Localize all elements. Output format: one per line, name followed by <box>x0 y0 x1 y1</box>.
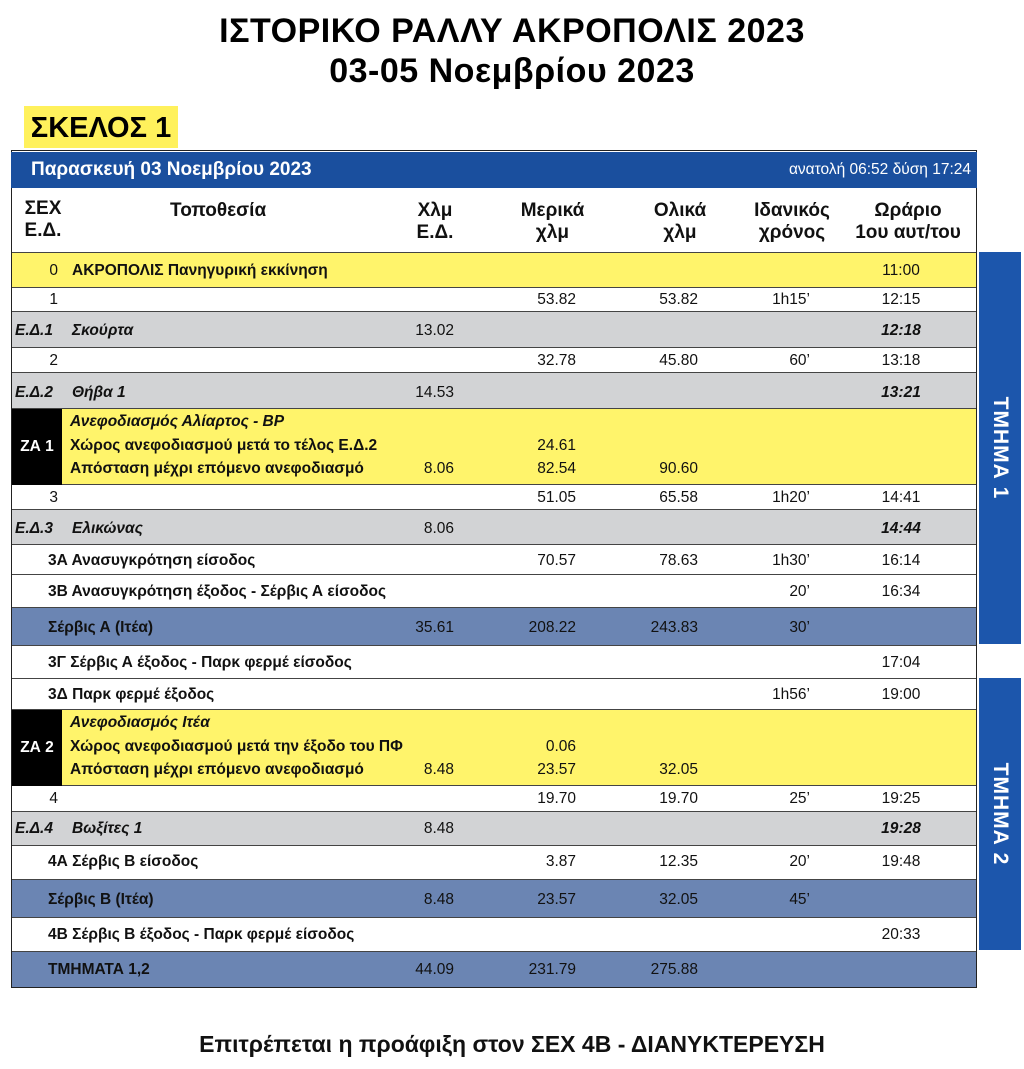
row-time: 19:48 <box>881 853 921 870</box>
page-title: ΙΣΤΟΡΙΚΟ ΡΑΛΛΥ ΑΚΡΟΠΟΛΙΣ 2023 <box>219 12 805 50</box>
service-row <box>12 608 976 646</box>
row-ed-km: 35.61 <box>415 619 454 636</box>
row-total: 32.05 <box>659 891 698 908</box>
row-ideal: 20’ <box>789 853 810 870</box>
footer-note: Επιτρέπεται η πρoάφιξη στον ΣΕΧ 4Β - ΔΙΑΝΥΚΤΕΡΕΥΣΗ <box>199 1031 825 1057</box>
header-schedule-line1: Ωράριο <box>874 200 942 221</box>
table-row <box>12 252 976 288</box>
row-time: 12:15 <box>881 291 921 308</box>
header-partial-line2: χλμ <box>535 222 570 243</box>
row-location: ΑΚΡΟΠΟΛΙΣ Πανηγυρική εκκίνηση <box>72 262 328 279</box>
header-sex-ed-line2: Ε.Δ. <box>24 220 62 241</box>
row-ideal: 1h20’ <box>772 489 810 506</box>
row-partial: 208.22 <box>528 619 576 636</box>
row-time: 16:14 <box>881 552 921 569</box>
row-total: 90.60 <box>659 460 698 477</box>
table-row <box>12 288 976 312</box>
row-time: 19:28 <box>881 820 921 837</box>
table-row <box>12 918 976 952</box>
row-partial: 82.54 <box>537 460 576 477</box>
refuel-block <box>12 409 976 485</box>
row-total: 78.63 <box>659 552 698 569</box>
row-location: ΤΜΗΜΑΤΑ 1,2 <box>48 961 150 978</box>
row-total: 45.80 <box>659 352 698 369</box>
row-time: 14:41 <box>881 489 921 506</box>
section-label-2-text: ΤΜΗΜΑ 2 <box>989 762 1012 866</box>
row-id: Ε.Δ.4 <box>15 820 53 837</box>
section-label-1-text: ΤΜΗΜΑ 1 <box>989 396 1012 500</box>
row-id: 2 <box>49 352 58 369</box>
row-ideal: 45’ <box>789 891 810 908</box>
row-location: Σέρβις Β (Ιτέα) <box>48 891 154 908</box>
row-ideal: 1h56’ <box>772 686 810 703</box>
header-location: Τοποθεσία <box>170 200 267 221</box>
header-km-ed-line2: Ε.Δ. <box>416 222 454 243</box>
day-bar <box>11 152 977 188</box>
table-row <box>12 373 976 409</box>
row-partial: 70.57 <box>537 552 576 569</box>
row-location: 4Β Σέρβις Β έξοδος - Παρκ φερμέ είσοδος <box>48 926 355 943</box>
row-location: Ελικώνας <box>72 520 143 537</box>
header-total-km <box>635 200 725 244</box>
row-id: Ε.Δ.2 <box>15 384 53 401</box>
table-row <box>12 846 976 880</box>
row-total: 12.35 <box>659 853 698 870</box>
row-location: 3Δ Παρκ φερμέ έξοδος <box>48 686 215 703</box>
row-location: 3Β Ανασυγκρότηση έξοδος - Σέρβις Α είσοδος <box>48 583 387 600</box>
row-location: Σκούρτα <box>72 322 134 339</box>
row-ed-km: 8.48 <box>423 761 454 778</box>
row-id: 4 <box>49 790 58 807</box>
row-total: 243.83 <box>650 619 698 636</box>
refuel-distance: Απόσταση μέχρι επόμενο ανεφοδιασμό <box>70 460 364 477</box>
table-row <box>12 485 976 510</box>
row-time: 19:25 <box>881 790 921 807</box>
row-ed-km: 44.09 <box>415 961 454 978</box>
service-row <box>12 880 976 918</box>
section-label-2 <box>979 678 1021 950</box>
refuel-zone: Χώρος ανεφοδιασμού μετά την έξοδο του ΠΦ <box>70 738 403 755</box>
header-ideal-time <box>742 200 842 244</box>
table-row <box>12 679 976 710</box>
refuel-zone: Χώρος ανεφοδιασμού μετά το τέλος Ε.Δ.2 <box>70 437 378 454</box>
day-date: Παρασκευή 03 Νοεμβρίου 2023 <box>31 159 312 180</box>
table-row <box>12 812 976 846</box>
page-subtitle: 03-05 Νοεμβρίου 2023 <box>329 52 695 90</box>
header-partial-km <box>505 200 600 244</box>
refuel-distance: Απόσταση μέχρι επόμενο ανεφοδιασμό <box>70 761 364 778</box>
row-partial: 0.06 <box>545 738 576 755</box>
row-ideal: 25’ <box>789 790 810 807</box>
header-sex-ed-line1: ΣΕΧ <box>24 198 62 219</box>
table-row <box>12 348 976 373</box>
refuel-title: Ανεφοδιασμός Αλίαρτος - ΒΡ <box>70 413 285 430</box>
leg-label: ΣΚΕΛΟΣ 1 <box>24 106 178 148</box>
header-partial-line1: Μερικά <box>520 200 585 221</box>
row-ideal: 1h15’ <box>772 291 810 308</box>
table-row <box>12 646 976 679</box>
row-id: Ε.Δ.1 <box>15 322 53 339</box>
header-schedule-line2: 1ου αυτ/του <box>855 222 961 243</box>
header-ideal-line1: Ιδανικός <box>754 200 830 221</box>
table-row <box>12 786 976 812</box>
row-total: 53.82 <box>659 291 698 308</box>
row-time: 12:18 <box>881 322 921 339</box>
row-time: 14:44 <box>881 520 921 537</box>
row-partial: 24.61 <box>537 437 576 454</box>
header-schedule <box>842 200 974 244</box>
row-location: Θήβα 1 <box>72 384 126 401</box>
row-ed-km: 8.48 <box>423 820 454 837</box>
row-time: 11:00 <box>882 262 920 279</box>
row-ideal: 30’ <box>789 619 810 636</box>
row-partial: 19.70 <box>537 790 576 807</box>
section-label-1 <box>979 252 1021 644</box>
row-partial: 23.57 <box>537 891 576 908</box>
row-id: 0 <box>49 262 58 279</box>
row-ideal: 1h30’ <box>772 552 810 569</box>
row-ed-km: 8.06 <box>423 460 454 477</box>
row-location: 3Α Ανασυγκρότηση είσοδος <box>48 552 256 569</box>
refuel-zone-badge: ΖΑ 1 <box>12 409 62 485</box>
header-km-ed-line1: Χλμ <box>417 200 453 221</box>
row-time: 17:04 <box>881 654 921 671</box>
row-ed-km: 8.06 <box>423 520 454 537</box>
sunrise-sunset: ανατολή 06:52 δύση 17:24 <box>788 161 971 178</box>
row-partial: 231.79 <box>528 961 576 978</box>
row-id: 3 <box>49 489 58 506</box>
row-partial: 3.87 <box>545 853 576 870</box>
header-total-line1: Ολικά <box>653 200 707 221</box>
row-location: Βωξίτες 1 <box>72 820 143 837</box>
table-row <box>12 510 976 545</box>
refuel-block <box>12 710 976 786</box>
refuel-zone-badge: ΖΑ 2 <box>12 710 62 786</box>
table-row <box>12 312 976 348</box>
header-ideal-line2: χρόνος <box>758 222 826 243</box>
row-time: 13:21 <box>881 384 921 401</box>
row-ed-km: 14.53 <box>415 384 454 401</box>
row-location: Σέρβις Α (Ιτέα) <box>48 619 154 636</box>
row-id: Ε.Δ.3 <box>15 520 53 537</box>
row-total: 32.05 <box>659 761 698 778</box>
table-row <box>12 545 976 575</box>
totals-row <box>12 952 976 987</box>
header-sex-ed <box>20 198 66 242</box>
row-total: 275.88 <box>650 961 698 978</box>
header-km-ed <box>400 200 470 244</box>
row-location: 4Α Σέρβις Β είσοδος <box>48 853 199 870</box>
row-time: 13:18 <box>881 352 921 369</box>
row-time: 20:33 <box>881 926 921 943</box>
row-partial: 23.57 <box>537 761 576 778</box>
refuel-title: Ανεφοδιασμός Ιτέα <box>70 714 210 731</box>
row-partial: 53.82 <box>537 291 576 308</box>
row-time: 16:34 <box>881 583 921 600</box>
row-location: 3Γ Σέρβις Α έξοδος - Παρκ φερμέ είσοδος <box>48 654 352 671</box>
row-time: 19:00 <box>881 686 921 703</box>
row-total: 19.70 <box>659 790 698 807</box>
row-partial: 51.05 <box>537 489 576 506</box>
row-total: 65.58 <box>659 489 698 506</box>
table-row <box>12 575 976 608</box>
header-total-line2: χλμ <box>663 222 697 243</box>
row-ed-km: 13.02 <box>415 322 454 339</box>
row-partial: 32.78 <box>537 352 576 369</box>
row-ideal: 60’ <box>789 352 810 369</box>
row-ed-km: 8.48 <box>423 891 454 908</box>
row-id: 1 <box>49 291 58 308</box>
row-ideal: 20’ <box>789 583 810 600</box>
